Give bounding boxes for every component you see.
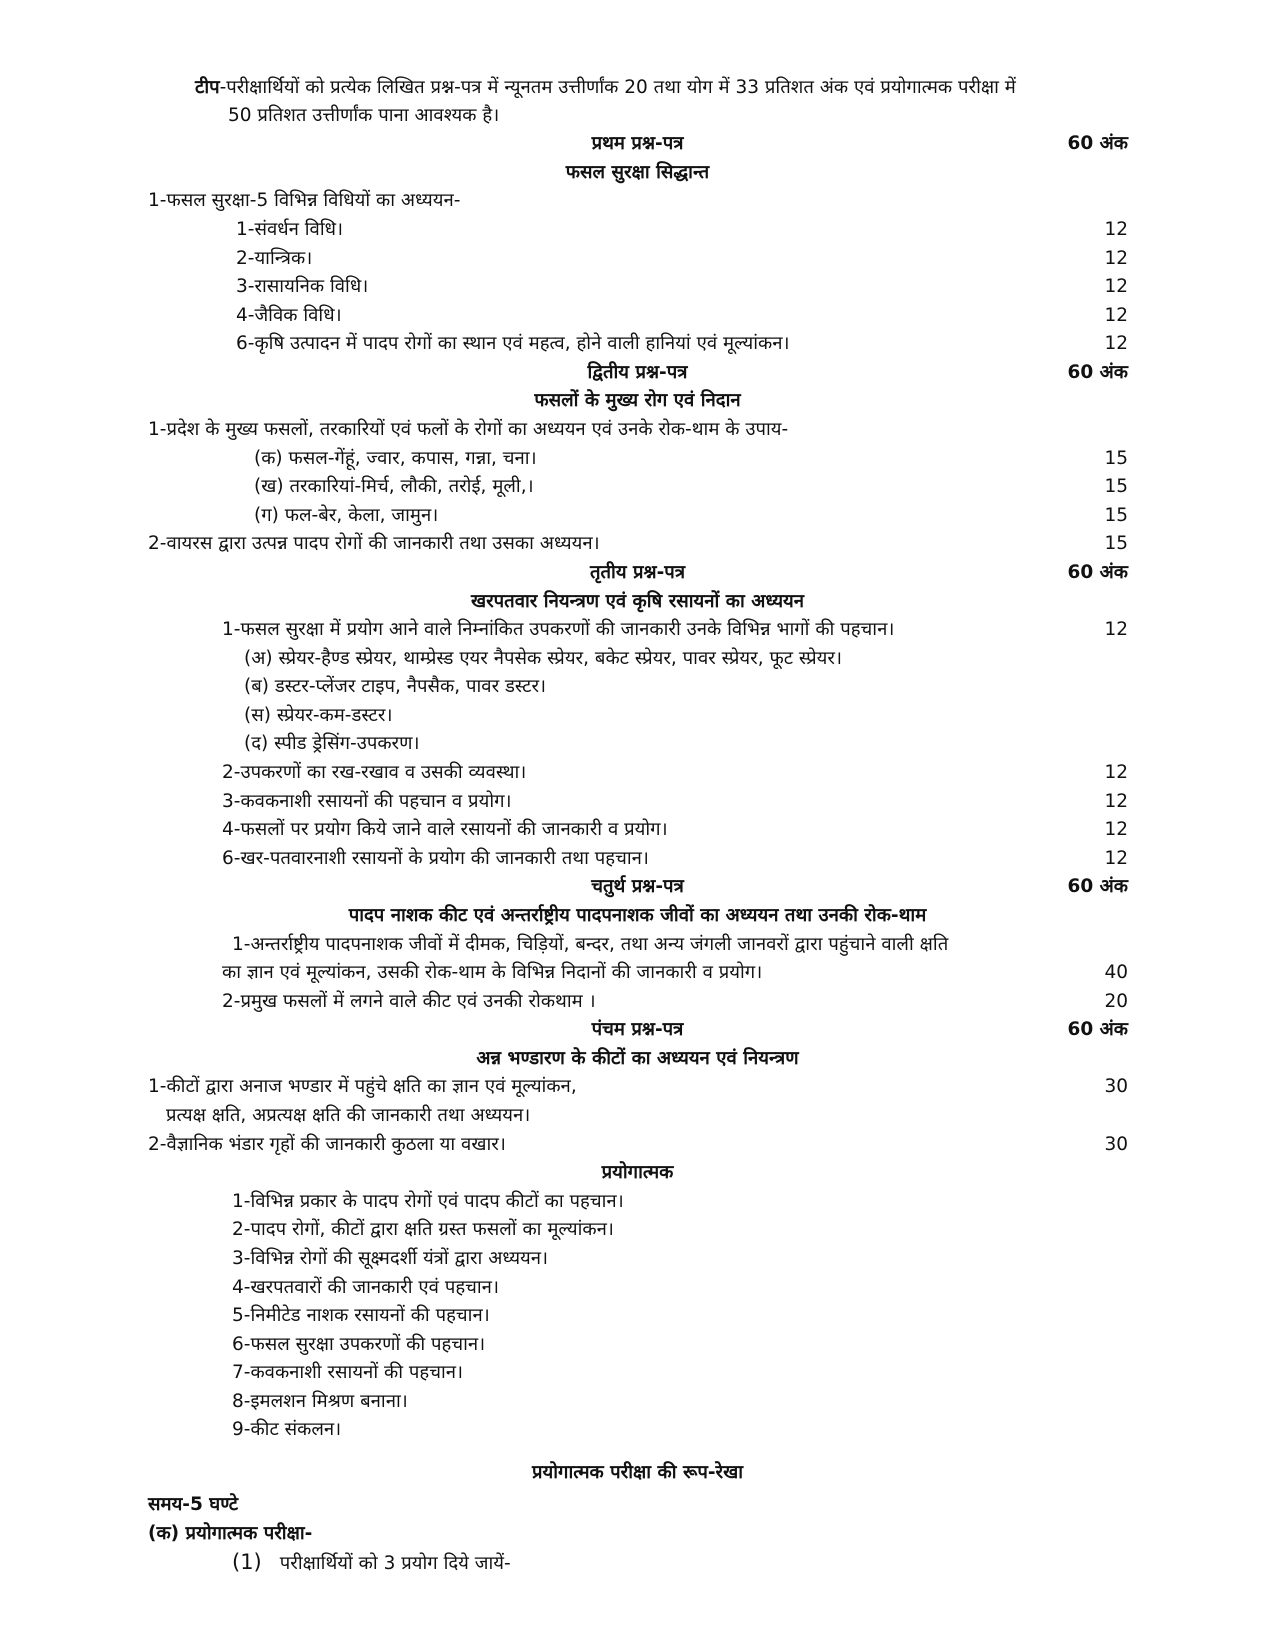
- paper3-item-marks: 12: [1104, 848, 1128, 869]
- paper1-item-marks: 12: [1104, 219, 1128, 240]
- paper5-item1-marks: 30: [1104, 1076, 1128, 1097]
- practical-item: 3-विभिन्न रोगों की सूक्ष्मदर्शी यंत्रों द्वारा अध्ययन।: [232, 1248, 549, 1269]
- paper3-subitem: (अ) स्प्रेयर-हैण्ड स्प्रेयर, थाम्प्रेस्ड एयर नैपसेक स्प्रेयर, बकेट स्प्रेयर, पावर स्प्रेयर, फूट स्प्रेयर।: [244, 648, 842, 669]
- paper3-item: 3-कवकनाशी रसायनों की पहचान व प्रयोग।: [222, 791, 512, 812]
- note-text: -परीक्षार्थियों को प्रत्येक लिखित प्रश्न-पत्र में न्यूनतम उत्तीर्णांक 20 तथा योग में 33 प्रतिशत अंक एवं प्रयोगात्मक परीक्षा में: [219, 77, 1016, 98]
- paper1-item: 2-यान्त्रिक।: [236, 248, 313, 269]
- paper5-item2: 2-वैज्ञानिक भंडार गृहों की जानकारी कुठला या वखार।: [148, 1134, 506, 1155]
- paper1-item: 6-कृषि उत्पादन में पादप रोगों का स्थान एवं महत्व, होने वाली हानियां एवं मूल्यांकन।: [236, 333, 790, 354]
- paper2-marks: 60 अंक: [1067, 362, 1128, 383]
- paper5-item2-marks: 30: [1104, 1134, 1128, 1155]
- paper4-item2: 2-प्रमुख फसलों में लगने वाले कीट एवं उनकी रोकथाम ।: [222, 991, 596, 1012]
- paper5-title: अन्न भण्डारण के कीटों का अध्ययन एवं नियन्त्रण: [476, 1048, 799, 1069]
- paper5-item1-line1: 1-कीटों द्वारा अनाज भण्डार में पहुंचे क्षति का ज्ञान एवं मूल्यांकन,: [148, 1076, 577, 1097]
- practical-item: 1-विभिन्न प्रकार के पादप रोगों एवं पादप कीटों का पहचान।: [232, 1191, 624, 1212]
- paper2-item-marks: 15: [1104, 476, 1128, 497]
- outline-heading: प्रयोगात्मक परीक्षा की रूप-रेखा: [531, 1462, 744, 1483]
- paper5-heading: पंचम प्रश्न-पत्र: [591, 1019, 684, 1040]
- outline-section-a: (क) प्रयोगात्मक परीक्षा-: [148, 1523, 313, 1544]
- practical-item: 7-कवकनाशी रसायनों की पहचान।: [232, 1362, 464, 1383]
- paper1-intro: 1-फसल सुरक्षा-5 विभिन्न विधियों का अध्ययन-: [148, 190, 461, 211]
- paper3-intro: 1-फसल सुरक्षा में प्रयोग आने वाले निम्नांकित उपकरणों की जानकारी उनके विभिन्न भागों की पहचान।: [222, 619, 895, 640]
- paper2-intro: 1-प्रदेश के मुख्य फसलों, तरकारियों एवं फलों के रोगों का अध्ययन एवं उनके रोक-थाम के उपाय-: [148, 419, 789, 440]
- paper2-item-marks: 15: [1104, 505, 1128, 526]
- practical-item: 9-कीट संकलन।: [232, 1419, 342, 1440]
- paper1-item-marks: 12: [1104, 333, 1128, 354]
- practical-item: 8-इमलशन मिश्रण बनाना।: [232, 1391, 408, 1412]
- paper3-item: 4-फसलों पर प्रयोग किये जाने वाले रसायनों की जानकारी व प्रयोग।: [222, 819, 668, 840]
- paper1-item: 1-संवर्धन विधि।: [236, 219, 344, 240]
- paper2-heading: द्वितीय प्रश्न-पत्र: [587, 362, 688, 383]
- paper5-marks: 60 अंक: [1067, 1019, 1128, 1040]
- practical-item: 2-पादप रोगों, कीटों द्वारा क्षति ग्रस्त फसलों का मूल्यांकन।: [232, 1219, 614, 1240]
- paper4-marks: 60 अंक: [1067, 876, 1128, 897]
- paper4-title: पादप नाशक कीट एवं अन्तर्राष्ट्रीय पादपनाशक जीवों का अध्ययन तथा उनकी रोक-थाम: [348, 905, 927, 926]
- paper2-item: (ग) फल-बेर, केला, जामुन।: [254, 505, 439, 526]
- practical-item: 5-निमीटेड नाशक रसायनों की पहचान।: [232, 1305, 490, 1326]
- paper4-item1-marks: 40: [1104, 962, 1128, 983]
- paper3-heading: तृतीय प्रश्न-पत्र: [589, 562, 686, 583]
- paper2-item: (ख) तरकारियां-मिर्च, लौकी, तरोई, मूली,।: [254, 476, 534, 497]
- paper2-item: 2-वायरस द्वारा उत्पन्न पादप रोगों की जानकारी तथा उसका अध्ययन।: [148, 533, 600, 554]
- paper4-heading: चतुर्थ प्रश्न-पत्र: [591, 876, 684, 897]
- paper1-marks: 60 अंक: [1067, 133, 1128, 154]
- paper2-item-marks: 15: [1104, 533, 1128, 554]
- paper3-item-marks: 12: [1104, 819, 1128, 840]
- paper3-item: 2-उपकरणों का रख-रखाव व उसकी व्यवस्था।: [222, 762, 527, 783]
- paper1-heading: प्रथम प्रश्न-पत्र: [591, 133, 684, 154]
- practical-item: 6-फसल सुरक्षा उपकरणों की पहचान।: [232, 1334, 486, 1355]
- note-label: टीप: [195, 77, 220, 98]
- paper4-item2-marks: 20: [1104, 991, 1128, 1012]
- outline-time: समय-5 घण्टे: [148, 1494, 239, 1515]
- paper1-item: 4-जैविक विधि।: [236, 305, 342, 326]
- paper1-item-marks: 12: [1104, 248, 1128, 269]
- paper3-intro-marks: 12: [1104, 619, 1128, 640]
- paper5-item1-line2: प्रत्यक्ष क्षति, अप्रत्यक्ष क्षति की जानकारी तथा अध्ययन।: [166, 1105, 531, 1126]
- paper4-item1-line2: का ज्ञान एवं मूल्यांकन, उसकी रोक-थाम के विभिन्न निदानों की जानकारी व प्रयोग।: [222, 962, 763, 983]
- paper2-item: (क) फसल-गेंहूं, ज्वार, कपास, गन्ना, चना।: [254, 448, 537, 469]
- paper3-item-marks: 12: [1104, 791, 1128, 812]
- outline-point-number: (1): [232, 1550, 262, 1574]
- outline-point-text: परीक्षार्थियों को 3 प्रयोग दिये जायें-: [279, 1553, 511, 1574]
- paper3-item-marks: 12: [1104, 762, 1128, 783]
- paper2-item-marks: 15: [1104, 448, 1128, 469]
- paper1-item: 3-रासायनिक विधि।: [236, 276, 369, 297]
- paper3-marks: 60 अंक: [1067, 562, 1128, 583]
- outline-point: [232, 1548, 511, 1577]
- paper4-item1-line1: 1-अन्तर्राष्ट्रीय पादपनाशक जीवों में दीमक, चिड़ियों, बन्दर, तथा अन्य जंगली जानवरों द्वारा पहुंचाने वाली क्षति: [232, 934, 949, 955]
- paper3-subitem: (ब) डस्टर-प्लेंजर टाइप, नैपसैक, पावर डस्टर।: [244, 676, 547, 697]
- paper3-item: 6-खर-पतवारनाशी रसायनों के प्रयोग की जानकारी तथा पहचान।: [222, 848, 649, 869]
- practical-item: 4-खरपतवारों की जानकारी एवं पहचान।: [232, 1277, 499, 1298]
- paper3-subitem: (द) स्पीड ड्रेसिंग-उपकरण।: [244, 733, 420, 754]
- paper3-subitem: (स) स्प्रेयर-कम-डस्टर।: [244, 705, 393, 726]
- practical-heading: प्रयोगात्मक: [601, 1162, 674, 1183]
- paper1-item-marks: 12: [1104, 305, 1128, 326]
- paper3-title: खरपतवार नियन्त्रण एवं कृषि रसायनों का अध्ययन: [470, 591, 805, 612]
- note-line-1: [195, 73, 1016, 102]
- paper1-item-marks: 12: [1104, 276, 1128, 297]
- note-line-2: 50 प्रतिशत उत्तीर्णांक पाना आवश्यक है।: [228, 105, 500, 126]
- paper2-title: फसलों के मुख्य रोग एवं निदान: [534, 390, 741, 411]
- paper1-title: फसल सुरक्षा सिद्धान्त: [565, 162, 710, 183]
